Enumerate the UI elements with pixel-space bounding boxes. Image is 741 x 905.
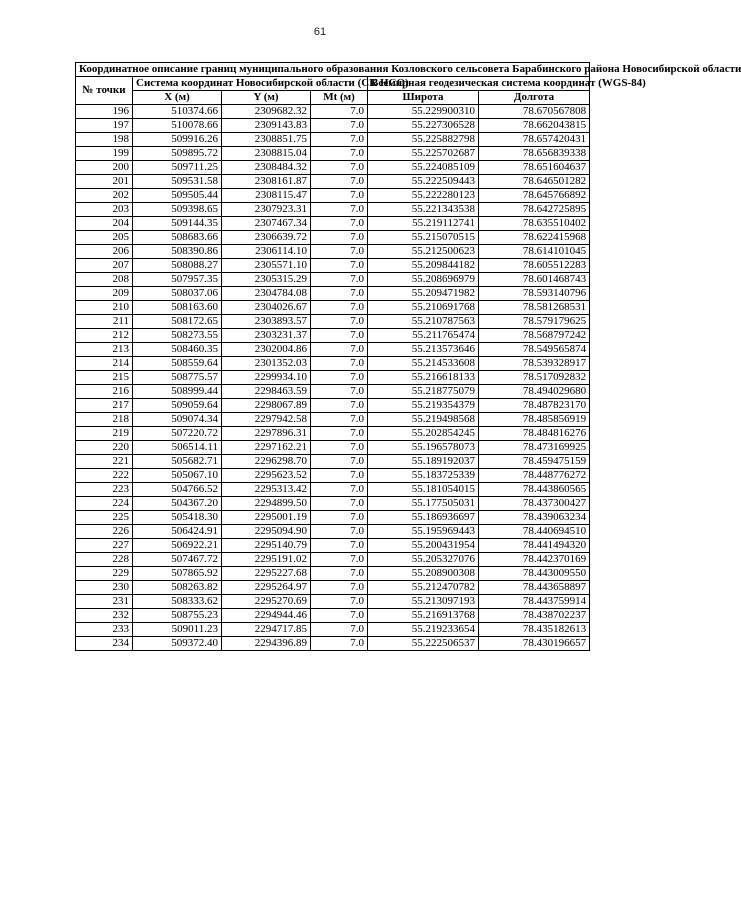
x-cell: 508559.64 (133, 357, 222, 371)
table-row (76, 161, 590, 175)
latitude-cell: 55.219233654 (368, 623, 479, 637)
x-cell: 508163.60 (133, 301, 222, 315)
x-cell: 509895.72 (133, 147, 222, 161)
table-row (76, 119, 590, 133)
y-cell: 2306114.10 (222, 245, 311, 259)
longitude-cell: 78.441494320 (479, 539, 590, 553)
longitude-cell: 78.635510402 (479, 217, 590, 231)
mt-cell: 7.0 (311, 259, 368, 273)
table-row (76, 273, 590, 287)
y-cell: 2308161.87 (222, 175, 311, 189)
y-cell: 2295094.90 (222, 525, 311, 539)
latitude-cell: 55.218775079 (368, 385, 479, 399)
y-cell: 2302004.86 (222, 343, 311, 357)
latitude-cell: 55.221343538 (368, 203, 479, 217)
longitude-cell: 78.622415968 (479, 231, 590, 245)
point-number-cell: 220 (76, 441, 133, 455)
table-row (76, 133, 590, 147)
y-cell: 2303893.57 (222, 315, 311, 329)
y-cell: 2296298.70 (222, 455, 311, 469)
table-row (76, 595, 590, 609)
table-row (76, 455, 590, 469)
point-number-cell: 198 (76, 133, 133, 147)
mt-cell: 7.0 (311, 497, 368, 511)
y-cell: 2295001.19 (222, 511, 311, 525)
longitude-cell: 78.440694510 (479, 525, 590, 539)
mt-cell: 7.0 (311, 189, 368, 203)
x-cell: 508273.55 (133, 329, 222, 343)
point-number-cell: 209 (76, 287, 133, 301)
x-cell: 505418.30 (133, 511, 222, 525)
point-number-cell: 227 (76, 539, 133, 553)
y-header: Y (м) (222, 91, 311, 105)
mt-cell: 7.0 (311, 119, 368, 133)
longitude-cell: 78.614101045 (479, 245, 590, 259)
point-number-cell: 224 (76, 497, 133, 511)
longitude-cell: 78.459475159 (479, 455, 590, 469)
latitude-cell: 55.225702687 (368, 147, 479, 161)
x-cell: 510374.66 (133, 105, 222, 119)
point-number-cell: 219 (76, 427, 133, 441)
y-cell: 2294396.89 (222, 637, 311, 651)
longitude-cell: 78.642725895 (479, 203, 590, 217)
y-cell: 2308815.04 (222, 147, 311, 161)
x-cell: 508460.35 (133, 343, 222, 357)
x-cell: 509505.44 (133, 189, 222, 203)
point-number-cell: 211 (76, 315, 133, 329)
point-number-cell: 203 (76, 203, 133, 217)
table-row (76, 147, 590, 161)
table-row (76, 343, 590, 357)
x-cell: 507865.92 (133, 567, 222, 581)
point-number-cell: 226 (76, 525, 133, 539)
table-row (76, 637, 590, 651)
mt-cell: 7.0 (311, 581, 368, 595)
longitude-cell: 78.443860565 (479, 483, 590, 497)
x-cell: 504766.52 (133, 483, 222, 497)
x-cell: 506424.91 (133, 525, 222, 539)
latitude-cell: 55.222280123 (368, 189, 479, 203)
longitude-cell: 78.662043815 (479, 119, 590, 133)
table-row (76, 497, 590, 511)
x-cell: 508775.57 (133, 371, 222, 385)
mt-cell: 7.0 (311, 245, 368, 259)
x-cell: 509059.64 (133, 399, 222, 413)
latitude-cell: 55.212500623 (368, 245, 479, 259)
latitude-cell: 55.209471982 (368, 287, 479, 301)
x-cell: 508999.44 (133, 385, 222, 399)
latitude-cell: 55.202854245 (368, 427, 479, 441)
mt-cell: 7.0 (311, 595, 368, 609)
x-cell: 509144.35 (133, 217, 222, 231)
x-cell: 509711.25 (133, 161, 222, 175)
y-cell: 2303231.37 (222, 329, 311, 343)
latitude-cell: 55.213573646 (368, 343, 479, 357)
point-number-cell: 204 (76, 217, 133, 231)
mt-cell: 7.0 (311, 147, 368, 161)
latitude-cell: 55.195969443 (368, 525, 479, 539)
x-cell: 506514.11 (133, 441, 222, 455)
mt-cell: 7.0 (311, 539, 368, 553)
y-cell: 2305315.29 (222, 273, 311, 287)
point-number-cell: 225 (76, 511, 133, 525)
latitude-cell: 55.222506537 (368, 637, 479, 651)
latitude-cell: 55.215070515 (368, 231, 479, 245)
latitude-cell: 55.213097193 (368, 595, 479, 609)
table-row (76, 105, 590, 119)
point-number-cell: 231 (76, 595, 133, 609)
y-cell: 2295140.79 (222, 539, 311, 553)
mt-cell: 7.0 (311, 553, 368, 567)
table-row (76, 203, 590, 217)
y-cell: 2307467.34 (222, 217, 311, 231)
latitude-cell: 55.225882798 (368, 133, 479, 147)
latitude-cell: 55.219112741 (368, 217, 479, 231)
table-row (76, 357, 590, 371)
mt-cell: 7.0 (311, 217, 368, 231)
x-cell: 508333.62 (133, 595, 222, 609)
point-number-cell: 213 (76, 343, 133, 357)
longitude-cell: 78.657420431 (479, 133, 590, 147)
longitude-cell: 78.435182613 (479, 623, 590, 637)
longitude-cell: 78.448776272 (479, 469, 590, 483)
y-cell: 2306639.72 (222, 231, 311, 245)
x-cell: 507957.35 (133, 273, 222, 287)
x-cell: 508390.86 (133, 245, 222, 259)
y-cell: 2298463.59 (222, 385, 311, 399)
latitude-cell: 55.210691768 (368, 301, 479, 315)
latitude-cell: 55.205327076 (368, 553, 479, 567)
table-row (76, 581, 590, 595)
y-cell: 2304784.08 (222, 287, 311, 301)
x-cell: 509916.26 (133, 133, 222, 147)
x-cell: 504367.20 (133, 497, 222, 511)
coordinates-table (75, 62, 741, 651)
longitude-cell: 78.443658897 (479, 581, 590, 595)
x-cell: 508037.06 (133, 287, 222, 301)
table-row (76, 539, 590, 553)
mt-header: Mt (м) (311, 91, 368, 105)
longitude-cell: 78.437300427 (479, 497, 590, 511)
table-row (76, 329, 590, 343)
point-number-cell: 234 (76, 637, 133, 651)
y-cell: 2298067.89 (222, 399, 311, 413)
y-cell: 2309682.32 (222, 105, 311, 119)
mt-cell: 7.0 (311, 287, 368, 301)
longitude-cell: 78.439063234 (479, 511, 590, 525)
y-cell: 2297162.21 (222, 441, 311, 455)
table-row (76, 567, 590, 581)
mt-cell: 7.0 (311, 441, 368, 455)
latitude-cell: 55.227306528 (368, 119, 479, 133)
x-cell: 510078.66 (133, 119, 222, 133)
table-row (76, 385, 590, 399)
mt-cell: 7.0 (311, 413, 368, 427)
point-number-cell: 210 (76, 301, 133, 315)
mt-cell: 7.0 (311, 385, 368, 399)
table-row (76, 287, 590, 301)
table-row (76, 301, 590, 315)
mt-cell: 7.0 (311, 511, 368, 525)
latitude-cell: 55.209844182 (368, 259, 479, 273)
longitude-cell: 78.579179625 (479, 315, 590, 329)
mt-cell: 7.0 (311, 329, 368, 343)
point-number-cell: 230 (76, 581, 133, 595)
point-number-cell: 199 (76, 147, 133, 161)
longitude-cell: 78.487823170 (479, 399, 590, 413)
y-cell: 2295623.52 (222, 469, 311, 483)
table-row (76, 189, 590, 203)
longitude-cell: 78.539328917 (479, 357, 590, 371)
point-number-cell: 217 (76, 399, 133, 413)
longitude-cell: 78.430196657 (479, 637, 590, 651)
longitude-cell: 78.484816276 (479, 427, 590, 441)
mt-cell: 7.0 (311, 567, 368, 581)
x-cell: 508263.82 (133, 581, 222, 595)
longitude-cell: 78.651604637 (479, 161, 590, 175)
point-number-cell: 196 (76, 105, 133, 119)
mt-cell: 7.0 (311, 623, 368, 637)
y-cell: 2295264.97 (222, 581, 311, 595)
latitude-cell: 55.216913768 (368, 609, 479, 623)
table-row (76, 553, 590, 567)
mt-cell: 7.0 (311, 427, 368, 441)
table-row (76, 441, 590, 455)
longitude-cell: 78.581268531 (479, 301, 590, 315)
point-number-cell: 233 (76, 623, 133, 637)
longitude-header: Долгота (479, 91, 590, 105)
table-row (76, 245, 590, 259)
mt-cell: 7.0 (311, 455, 368, 469)
table-row (76, 525, 590, 539)
table-row (76, 315, 590, 329)
y-cell: 2308115.47 (222, 189, 311, 203)
x-cell: 509074.34 (133, 413, 222, 427)
mt-cell: 7.0 (311, 399, 368, 413)
x-header: X (м) (133, 91, 222, 105)
mt-cell: 7.0 (311, 371, 368, 385)
point-number-cell: 212 (76, 329, 133, 343)
latitude-cell: 55.224085109 (368, 161, 479, 175)
table-row (76, 259, 590, 273)
x-cell: 508755.23 (133, 609, 222, 623)
local-system-header: Система координат Новосибирской области (СК НСО) (133, 77, 368, 91)
y-cell: 2295313.42 (222, 483, 311, 497)
x-cell: 509372.40 (133, 637, 222, 651)
latitude-cell: 55.219498568 (368, 413, 479, 427)
longitude-cell: 78.568797242 (479, 329, 590, 343)
mt-cell: 7.0 (311, 133, 368, 147)
point-number-cell: 221 (76, 455, 133, 469)
table-row (76, 231, 590, 245)
latitude-cell: 55.212470782 (368, 581, 479, 595)
y-cell: 2307923.31 (222, 203, 311, 217)
table-row (76, 427, 590, 441)
mt-cell: 7.0 (311, 343, 368, 357)
latitude-cell: 55.183725339 (368, 469, 479, 483)
point-number-cell: 216 (76, 385, 133, 399)
mt-cell: 7.0 (311, 105, 368, 119)
point-number-cell: 207 (76, 259, 133, 273)
y-cell: 2308484.32 (222, 161, 311, 175)
x-cell: 509531.58 (133, 175, 222, 189)
table-row (76, 413, 590, 427)
table-row (76, 217, 590, 231)
y-cell: 2294899.50 (222, 497, 311, 511)
x-cell: 505682.71 (133, 455, 222, 469)
point-number-cell: 228 (76, 553, 133, 567)
longitude-cell: 78.443759914 (479, 595, 590, 609)
point-number-cell: 214 (76, 357, 133, 371)
y-cell: 2297896.31 (222, 427, 311, 441)
x-cell: 509398.65 (133, 203, 222, 217)
y-cell: 2294717.85 (222, 623, 311, 637)
y-cell: 2305571.10 (222, 259, 311, 273)
table-row (76, 469, 590, 483)
longitude-cell: 78.656839338 (479, 147, 590, 161)
point-number-header: № точки (76, 77, 133, 105)
wgs-system-header: Всемирная геодезическая система координат (WGS-84) (368, 77, 590, 91)
mt-cell: 7.0 (311, 483, 368, 497)
y-cell: 2295191.02 (222, 553, 311, 567)
x-cell: 509011.23 (133, 623, 222, 637)
y-cell: 2295227.68 (222, 567, 311, 581)
x-cell: 505067.10 (133, 469, 222, 483)
longitude-cell: 78.605512283 (479, 259, 590, 273)
x-cell: 506922.21 (133, 539, 222, 553)
point-number-cell: 215 (76, 371, 133, 385)
x-cell: 508683.66 (133, 231, 222, 245)
page-number: 61 (313, 26, 327, 38)
point-number-cell: 222 (76, 469, 133, 483)
table-body (76, 105, 590, 651)
point-number-cell: 218 (76, 413, 133, 427)
table-row (76, 623, 590, 637)
table-row (76, 609, 590, 623)
y-cell: 2297942.58 (222, 413, 311, 427)
mt-cell: 7.0 (311, 525, 368, 539)
longitude-cell: 78.549565874 (479, 343, 590, 357)
table-row (76, 511, 590, 525)
mt-cell: 7.0 (311, 175, 368, 189)
y-cell: 2295270.69 (222, 595, 311, 609)
x-cell: 508172.65 (133, 315, 222, 329)
point-number-cell: 229 (76, 567, 133, 581)
latitude-cell: 55.216618133 (368, 371, 479, 385)
y-cell: 2309143.83 (222, 119, 311, 133)
y-cell: 2304026.67 (222, 301, 311, 315)
longitude-cell: 78.645766892 (479, 189, 590, 203)
latitude-header: Широта (368, 91, 479, 105)
latitude-cell: 55.210787563 (368, 315, 479, 329)
y-cell: 2301352.03 (222, 357, 311, 371)
longitude-cell: 78.670567808 (479, 105, 590, 119)
mt-cell: 7.0 (311, 315, 368, 329)
point-number-cell: 223 (76, 483, 133, 497)
longitude-cell: 78.442370169 (479, 553, 590, 567)
longitude-cell: 78.646501282 (479, 175, 590, 189)
point-number-cell: 200 (76, 161, 133, 175)
mt-cell: 7.0 (311, 469, 368, 483)
mt-cell: 7.0 (311, 203, 368, 217)
table-row (76, 371, 590, 385)
x-cell: 507220.72 (133, 427, 222, 441)
mt-cell: 7.0 (311, 609, 368, 623)
latitude-cell: 55.189192037 (368, 455, 479, 469)
latitude-cell: 55.177505031 (368, 497, 479, 511)
longitude-cell: 78.593140796 (479, 287, 590, 301)
table-row (76, 175, 590, 189)
longitude-cell: 78.485856919 (479, 413, 590, 427)
latitude-cell: 55.214533608 (368, 357, 479, 371)
table-row (76, 483, 590, 497)
longitude-cell: 78.443009550 (479, 567, 590, 581)
mt-cell: 7.0 (311, 301, 368, 315)
point-number-cell: 206 (76, 245, 133, 259)
latitude-cell: 55.208900308 (368, 567, 479, 581)
x-cell: 507467.72 (133, 553, 222, 567)
mt-cell: 7.0 (311, 161, 368, 175)
latitude-cell: 55.211765474 (368, 329, 479, 343)
point-number-cell: 202 (76, 189, 133, 203)
latitude-cell: 55.229900310 (368, 105, 479, 119)
mt-cell: 7.0 (311, 231, 368, 245)
mt-cell: 7.0 (311, 273, 368, 287)
latitude-cell: 55.208696979 (368, 273, 479, 287)
point-number-cell: 208 (76, 273, 133, 287)
x-cell: 508088.27 (133, 259, 222, 273)
mt-cell: 7.0 (311, 637, 368, 651)
latitude-cell: 55.200431954 (368, 539, 479, 553)
table-title: Координатное описание границ муниципального образования Козловского сельсовета Барабинского района Новосибирской области (76, 63, 590, 77)
point-number-cell: 232 (76, 609, 133, 623)
point-number-cell: 201 (76, 175, 133, 189)
longitude-cell: 78.517092832 (479, 371, 590, 385)
mt-cell: 7.0 (311, 357, 368, 371)
latitude-cell: 55.196578073 (368, 441, 479, 455)
latitude-cell: 55.222509443 (368, 175, 479, 189)
y-cell: 2308851.75 (222, 133, 311, 147)
latitude-cell: 55.181054015 (368, 483, 479, 497)
y-cell: 2294944.46 (222, 609, 311, 623)
latitude-cell: 55.186936697 (368, 511, 479, 525)
longitude-cell: 78.438702237 (479, 609, 590, 623)
point-number-cell: 197 (76, 119, 133, 133)
longitude-cell: 78.494029680 (479, 385, 590, 399)
longitude-cell: 78.601468743 (479, 273, 590, 287)
latitude-cell: 55.219354379 (368, 399, 479, 413)
point-number-cell: 205 (76, 231, 133, 245)
table-row (76, 399, 590, 413)
longitude-cell: 78.473169925 (479, 441, 590, 455)
y-cell: 2299934.10 (222, 371, 311, 385)
